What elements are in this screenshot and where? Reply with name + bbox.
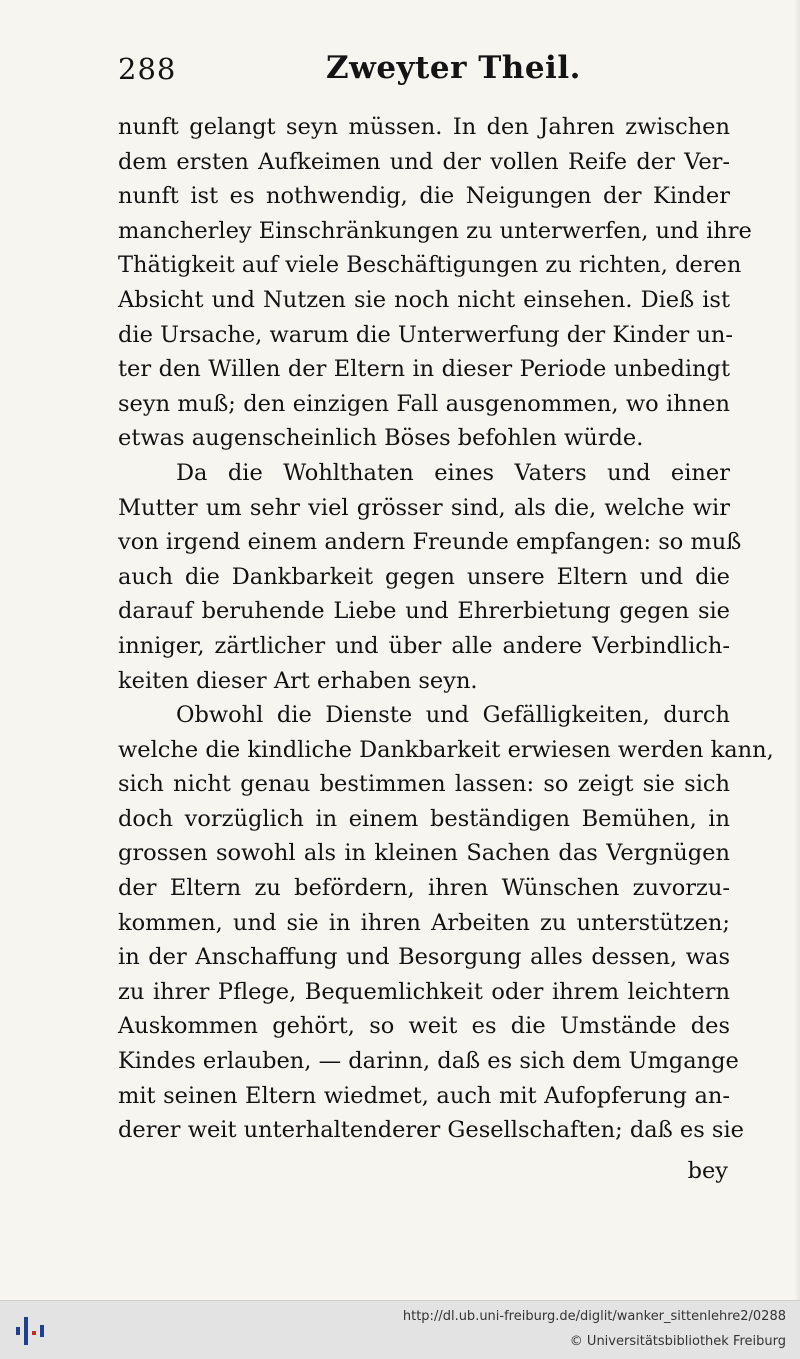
text-line: von irgend einem andern Freunde empfangen: so muß: [118, 529, 742, 556]
catchword: bey: [687, 1158, 728, 1184]
page-edge: [794, 0, 800, 1300]
text-line: ter den Willen der Eltern in dieser Periode unbedingt: [118, 356, 730, 383]
text-line: zu ihrer Pflege, Bequemlichkeit oder ihrem leichtern: [118, 978, 730, 1005]
body-text: [118, 110, 774, 1148]
text-line: seyn muß; den einzigen Fall ausgenommen, wo ihnen: [118, 390, 730, 417]
ub-freiburg-logo-icon[interactable]: [10, 1311, 50, 1351]
footer-url-link[interactable]: http://dl.ub.uni-freiburg.de/diglit/wanker_sittenlehre2/0288: [402, 1309, 786, 1324]
text-line: Obwohl die Dienste und Gefälligkeiten, durch: [176, 702, 730, 729]
text-line: grossen sowohl als in kleinen Sachen das Vergnügen: [118, 840, 730, 867]
text-line: darauf beruhende Liebe und Ehrerbietung gegen sie: [118, 598, 730, 625]
text-line: auch die Dankbarkeit gegen unsere Eltern und die: [118, 563, 730, 590]
footer-bar: [0, 1300, 800, 1359]
text-line: in der Anschaffung und Besorgung alles dessen, was: [118, 944, 730, 971]
text-line: derer weit unterhaltenderer Gesellschaften; daß es sie: [118, 1117, 744, 1144]
text-line: Absicht und Nutzen sie noch nicht einsehen. Dieß ist: [118, 286, 730, 313]
text-line: inniger, zärtlicher und über alle andere Verbindlich-: [118, 632, 730, 659]
text-line: keiten dieser Art erhaben seyn.: [118, 667, 478, 694]
footer-copyright: © Universitätsbibliothek Freiburg: [569, 1334, 786, 1349]
text-line: sich nicht genau bestimmen lassen: so zeigt sie sich: [118, 771, 730, 798]
text-line: mancherley Einschränkungen zu unterwerfen, und ihre: [118, 217, 752, 244]
text-line: Kindes erlauben, — darinn, daß es sich dem Umgange: [118, 1048, 739, 1075]
text-line: doch vorzüglich in einem beständigen Bemühen, in: [118, 805, 730, 832]
text-line: nunft ist es nothwendig, die Neigungen der Kinder: [118, 183, 730, 210]
text-line: Mutter um sehr viel grösser sind, als die, welche wir: [118, 494, 730, 521]
text-line: dem ersten Aufkeimen und der vollen Reife der Ver-: [118, 148, 730, 175]
text-line: Da die Wohlthaten eines Vaters und einer: [176, 459, 730, 486]
text-line: kommen, und sie in ihren Arbeiten zu unterstützen;: [118, 909, 730, 936]
text-line: etwas augenscheinlich Böses befohlen würde.: [118, 425, 644, 452]
page-header: [118, 50, 730, 94]
text-line: Auskommen gehört, so weit es die Umstände des: [118, 1013, 730, 1040]
page-number: 288: [118, 52, 177, 86]
text-line: nunft gelangt seyn müssen. In den Jahren zwischen: [118, 114, 730, 140]
text-line: mit seinen Eltern wiedmet, auch mit Aufopferung an-: [118, 1082, 730, 1109]
text-line: welche die kindliche Dankbarkeit erwiesen werden kann,: [118, 736, 774, 763]
running-head: Zweyter Theil.: [326, 50, 581, 86]
text-line: Thätigkeit auf viele Beschäftigungen zu richten, deren: [118, 252, 742, 279]
text-line: die Ursache, warum die Unterwerfung der Kinder un-: [118, 321, 734, 348]
text-line: der Eltern zu befördern, ihren Wünschen zuvorzu-: [118, 875, 730, 902]
